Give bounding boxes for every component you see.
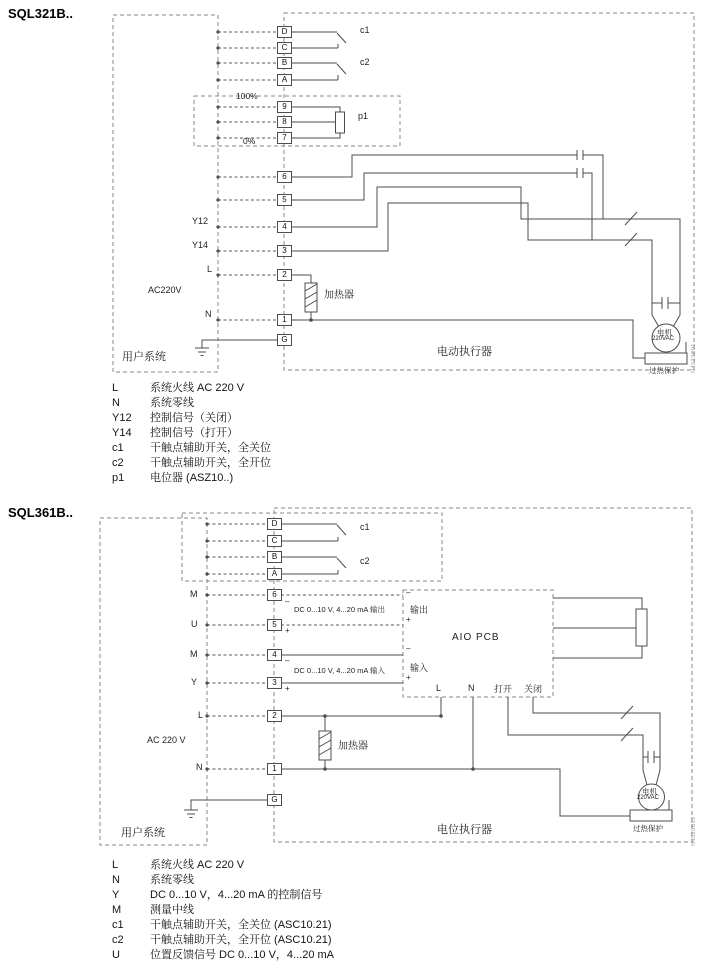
doc-code-2: N4520B02	[691, 816, 697, 846]
legend-key: Y12	[112, 412, 132, 424]
terminal-d1-1: 1	[277, 314, 292, 326]
overheat-protector-2	[630, 810, 672, 821]
legend-sql361	[112, 858, 334, 963]
capacitor-2	[643, 751, 660, 763]
terminal-d2-1: 1	[267, 763, 282, 775]
legend-key: L	[112, 382, 119, 394]
user-system-box-1	[113, 15, 218, 372]
legend-row	[112, 903, 334, 918]
legend-row	[112, 456, 271, 471]
label-aio-n: N	[468, 683, 475, 693]
label-y12: Y12	[192, 216, 209, 226]
legend-text: 干触点辅助开关，全关位	[150, 442, 271, 454]
label-aio-close: 关闭	[524, 684, 543, 694]
p1-resistor	[336, 112, 345, 133]
legend-key: N	[112, 397, 120, 409]
cam-contact-1	[577, 150, 583, 160]
close-wire	[533, 697, 660, 770]
legend-row	[112, 918, 334, 933]
earth-symbol-1	[195, 348, 209, 356]
label-line-2: L	[198, 710, 204, 720]
polarity-plus-out: +	[406, 615, 411, 624]
legend-row	[112, 396, 271, 411]
legend-key: Y	[112, 889, 120, 901]
c1-switch-2	[281, 524, 346, 541]
terminal-d2-C: C	[267, 535, 282, 547]
terminal-d2-6: 6	[267, 589, 282, 601]
polarity-minus-in: –	[406, 644, 411, 653]
label-actuator-2: 电位执行器	[437, 824, 492, 836]
label-p1: p1	[358, 111, 369, 121]
diagram2-dashed-boxes	[100, 508, 692, 845]
label-motor-1: 电机	[657, 328, 672, 337]
cam-contact-2	[577, 168, 583, 178]
label-actuator-1: 电动执行器	[437, 346, 492, 358]
label-dc-output: DC 0...10 V, 4...20 mA 输出	[294, 605, 386, 614]
label-c2-2: c2	[360, 556, 370, 566]
legend-key: N	[112, 874, 120, 886]
legend-row	[112, 471, 271, 486]
earth-symbol-2	[184, 810, 198, 818]
legend-text: 干触点辅助开关，全开位 (ASC10.21)	[150, 934, 332, 946]
label-overheat-2: 过热保护	[633, 824, 663, 833]
terminal-d1-2: 2	[277, 269, 292, 281]
legend-row	[112, 858, 334, 873]
terminal5-wire	[291, 173, 592, 240]
polarity-plus-t3: +	[285, 684, 290, 693]
legend-text: 干触点辅助开关，全关位 (ASC10.21)	[150, 919, 332, 931]
legend-text: 电位器 (ASZ10..)	[150, 472, 234, 484]
label-dc-input: DC 0...10 V, 4...20 mA 输入	[294, 666, 386, 675]
diagram1-user-leads	[218, 32, 277, 320]
terminal-d1-5: 5	[277, 194, 292, 206]
diagram1-title: SQL321B..	[8, 6, 74, 21]
label-aio-pcb: AIO PCB	[452, 632, 500, 643]
legend-row	[112, 948, 334, 963]
legend-key: L	[112, 859, 119, 871]
terminal-d1-3: 3	[277, 245, 292, 257]
label-0pct: 0%	[243, 136, 256, 146]
terminal-d1-B: B	[277, 57, 292, 69]
terminal-d1-G: G	[277, 334, 292, 346]
asc-aux-switch-box	[182, 513, 442, 581]
c2-switch	[291, 63, 346, 80]
label-100pct: 100%	[236, 91, 258, 101]
label-u5: U	[191, 619, 198, 629]
label-c1-2: c1	[360, 522, 370, 532]
label-line-1: L	[207, 264, 213, 274]
label-neutral-2: N	[196, 762, 203, 772]
label-aio-l: L	[436, 683, 442, 693]
polarity-minus-t6: –	[285, 597, 290, 606]
terminal-d1-9: 9	[277, 101, 292, 113]
polarity-plus-in: +	[406, 673, 411, 682]
label-user-system-2: 用户系统	[121, 827, 165, 839]
terminal-d2-D: D	[267, 518, 282, 530]
legend-key: p1	[112, 472, 125, 484]
terminal-d1-7: 7	[277, 132, 292, 144]
ground-wire-2	[191, 800, 267, 810]
label-c1: c1	[360, 25, 370, 35]
terminal-d2-5: 5	[267, 619, 282, 631]
legend-text: 干触点辅助开关，全开位	[150, 457, 271, 469]
label-motor-2: 电机	[642, 787, 657, 796]
legend-key: M	[112, 904, 122, 916]
polarity-plus-t5: +	[285, 626, 290, 635]
c2-switch-2	[281, 557, 346, 574]
diagram2-lead-dots	[205, 522, 474, 770]
legend-row	[112, 873, 334, 888]
terminal-d2-3: 3	[267, 677, 282, 689]
label-m4: M	[190, 649, 198, 659]
legend-text: 位置反馈信号 DC 0...10 V，4...20 mA	[150, 949, 334, 961]
p1-wires	[291, 107, 340, 138]
aio-l-wire	[281, 697, 441, 716]
actuator-box-1	[284, 13, 694, 370]
diagram2-wiring	[100, 508, 692, 845]
label-motor-voltage-2: 220VAC	[637, 795, 659, 801]
diagram2-title: SQL361B..	[8, 505, 74, 520]
legend-key: c1	[112, 442, 124, 454]
feedback-potentiometer	[636, 609, 647, 646]
aio-pot-wires	[553, 598, 642, 658]
label-aio-open: 打开	[494, 684, 513, 694]
label-overheat-1: 过热保护	[649, 366, 679, 375]
polarity-minus-t4: –	[285, 656, 290, 665]
legend-key: U	[112, 949, 120, 961]
legend-text: 系统火线 AC 220 V	[150, 859, 245, 871]
terminal-d2-4: 4	[267, 649, 282, 661]
legend-row	[112, 381, 271, 396]
legend-row	[112, 426, 271, 441]
legend-text: 系统火线 AC 220 V	[150, 382, 245, 394]
label-aio-input: 输入	[410, 663, 429, 673]
c1-switch	[291, 32, 346, 48]
legend-row	[112, 888, 334, 903]
legend-text: DC 0...10 V，4...20 mA 的控制信号	[150, 889, 323, 901]
label-neutral-1: N	[205, 309, 212, 319]
legend-key: c2	[112, 457, 124, 469]
open-wire	[508, 697, 643, 770]
legend-row	[112, 441, 271, 456]
terminal-d1-D: D	[277, 26, 292, 38]
label-user-system-1: 用户系统	[122, 351, 166, 363]
neutral-wire-2	[281, 769, 630, 816]
label-heater-1: 加热器	[324, 290, 354, 301]
legend-text: 系统零线	[150, 397, 194, 409]
terminal-d2-2: 2	[267, 710, 282, 722]
legend-row	[112, 411, 271, 426]
terminal-d2-B: B	[267, 551, 282, 563]
label-aio-output: 输出	[410, 605, 429, 615]
terminal-d1-C: C	[277, 42, 292, 54]
label-ac220v-1: AC220V	[148, 285, 182, 295]
terminal-d1-6: 6	[277, 171, 292, 183]
terminal-d1-8: 8	[277, 116, 292, 128]
legend-sql321	[112, 381, 271, 486]
ground-wire-1	[202, 340, 277, 348]
diagram1-dashed-boxes	[113, 13, 694, 372]
label-y3: Y	[191, 677, 198, 687]
label-m6: M	[190, 589, 198, 599]
overheat-protector-1	[645, 353, 687, 364]
terminal-d2-G: G	[267, 794, 282, 806]
legend-text: 控制信号（关闭）	[150, 412, 238, 424]
diagram1-wiring	[113, 13, 694, 372]
doc-code-1: N4523B01	[691, 343, 697, 373]
diagram2-user-leads	[207, 524, 403, 769]
legend-row	[112, 933, 334, 948]
label-ac220v-2: AC 220 V	[147, 735, 186, 745]
legend-key: c2	[112, 934, 124, 946]
terminal-d1-A: A	[277, 74, 292, 86]
label-y14: Y14	[192, 240, 209, 250]
label-heater-2: 加热器	[338, 741, 368, 752]
capacitor-1	[652, 297, 680, 309]
terminal-d2-A: A	[267, 568, 282, 580]
polarity-minus-out: –	[406, 588, 411, 597]
legend-text: 系统零线	[150, 874, 194, 886]
diagram1-lead-dots	[216, 30, 312, 321]
legend-key: c1	[112, 919, 124, 931]
legend-text: 测量中线	[150, 904, 194, 916]
legend-text: 控制信号（打开）	[150, 427, 238, 439]
label-motor-voltage-1: 220VAC	[652, 336, 674, 342]
legend-key: Y14	[112, 427, 132, 439]
terminal-d1-4: 4	[277, 221, 292, 233]
label-c2: c2	[360, 57, 370, 67]
motor-funnel-2	[643, 770, 660, 785]
